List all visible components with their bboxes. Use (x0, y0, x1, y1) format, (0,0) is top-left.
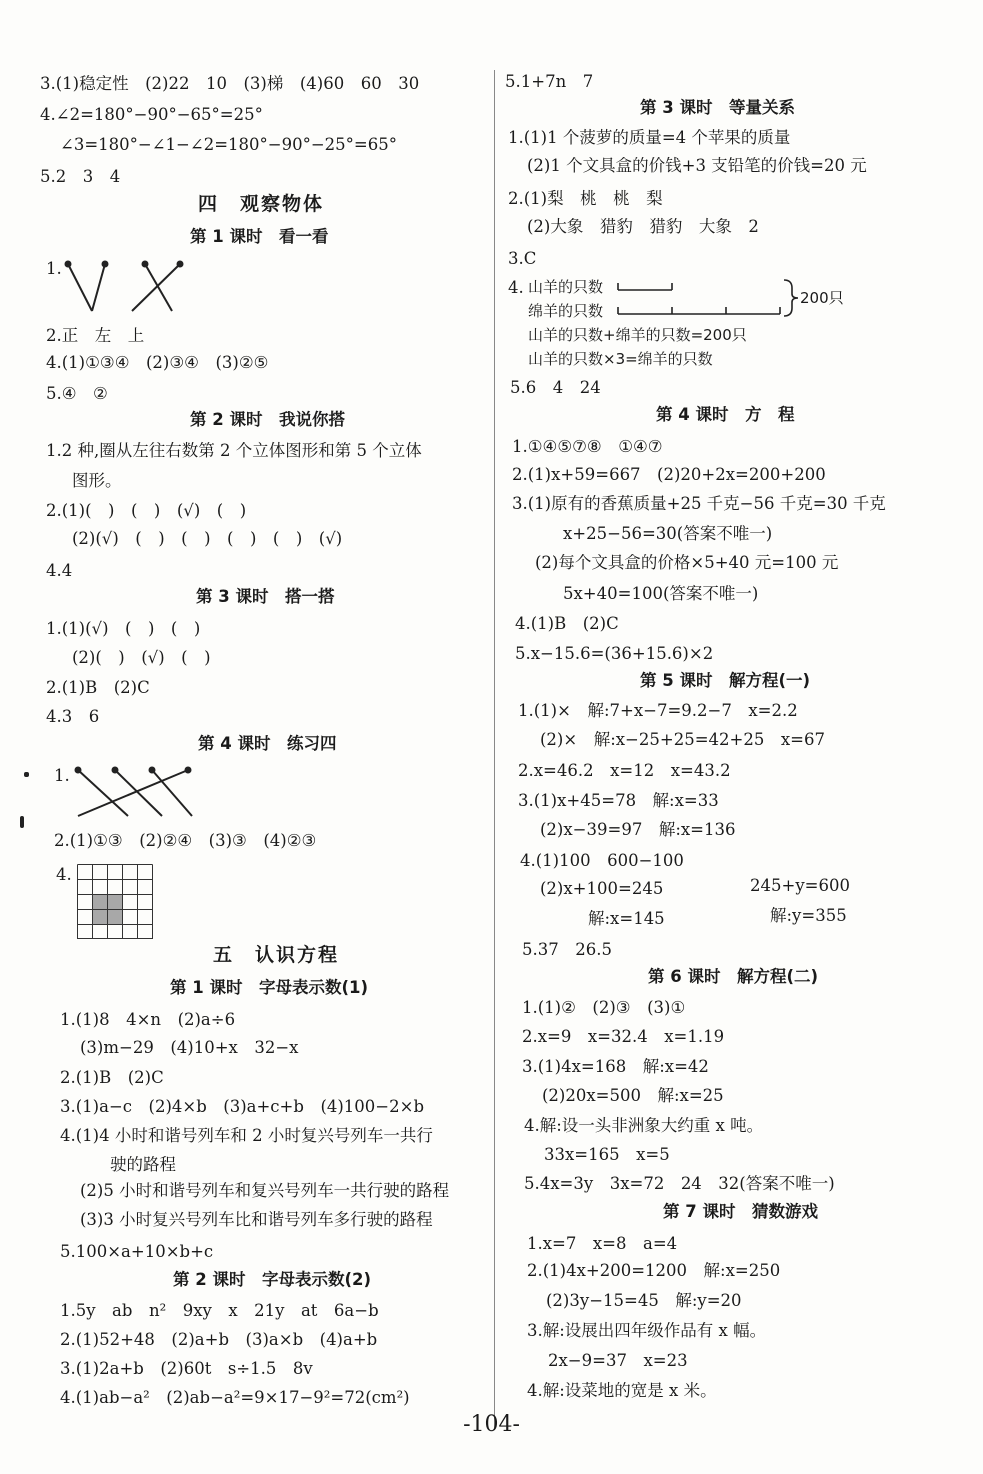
column-divider (494, 70, 495, 1430)
lesson-title: 第 2 课时 我说你搭 (190, 410, 345, 429)
answer-line: 4.(1)ab−a² (2)ab−a²=9×17−9²=72(cm²) (60, 1388, 410, 1407)
answer-line: 5.4x=3y 3x=72 24 32(答案不唯一) (524, 1174, 835, 1193)
answer-line: 1.①④⑤⑦⑧ ①④⑦ (512, 437, 663, 456)
answer-line: (2)(√) ( ) ( ) ( ) ( ) (√) (72, 529, 343, 548)
answer-line: 4.解:设一头非洲象大约重 x 吨。 (524, 1116, 764, 1135)
answer-line: 2.(1)( ) ( ) (√) ( ) (46, 501, 247, 520)
page-number: -104- (463, 1412, 520, 1437)
scan-mark (20, 816, 24, 828)
answer-line: 5.2 3 4 (40, 167, 121, 186)
answer-line: (3)3 小时复兴号列车比和谐号列车多行驶的路程 (80, 1210, 433, 1229)
answer-line: 2.(1)B (2)C (46, 678, 150, 697)
lesson-title: 第 1 课时 字母表示数(1) (170, 978, 369, 997)
answer-line: 4.∠2=180°−90°−65°=25° (40, 105, 263, 124)
lesson-title: 第 2 课时 字母表示数(2) (173, 1270, 372, 1289)
answer-line: (2)5 小时和谐号列车和复兴号列车一共行驶的路程 (80, 1181, 450, 1200)
answer-line: (2)x−39=97 解:x=136 (540, 820, 736, 839)
lesson-title: 第 5 课时 解方程(一) (640, 671, 811, 690)
answer-line: 3.(1)a−c (2)4×b (3)a+c+b (4)100−2×b (60, 1097, 425, 1116)
answer-line: 4. (508, 278, 524, 297)
answer-line: 1. (46, 259, 62, 278)
lesson-title: 第 4 课时 方 程 (656, 405, 795, 424)
answer-line: 1.(1)8 4×n (2)a÷6 (60, 1010, 236, 1029)
answer-line: 5.1+7n 7 (505, 72, 594, 91)
answer-line: (2)大象 猎豹 猎豹 大象 2 (527, 217, 759, 236)
answer-line: 3.(1)2a+b (2)60t s÷1.5 8v (60, 1359, 313, 1378)
answer-line: 1.5y ab n² 9xy x 21y at 6a−b (60, 1301, 379, 1320)
matching-lines-diagram (60, 255, 190, 315)
answer-line: 山羊的只数+绵羊的只数=200只 (528, 326, 747, 344)
answer-line: 3.C (508, 249, 537, 268)
answer-line: 33x=165 x=5 (544, 1145, 670, 1164)
unit-title: 五 认识方程 (213, 944, 340, 966)
answer-line: ∠3=180°−∠1−∠2=180°−90°−25°=65° (60, 135, 397, 154)
answer-line: (2)x+100=245 (540, 879, 664, 898)
answer-line: (2)3y−15=45 解:y=20 (546, 1291, 742, 1310)
answer-line: 4.4 (46, 561, 73, 580)
lesson-title: 第 4 课时 练习四 (198, 734, 337, 753)
answer-line: 5.100×a+10×b+c (60, 1242, 214, 1261)
answer-line: 4. (56, 865, 72, 884)
answer-line: 5.6 4 24 (510, 378, 601, 397)
answer-line: 5x+40=100(答案不唯一) (563, 584, 759, 603)
answer-line: (2)20x=500 解:x=25 (542, 1086, 724, 1105)
answer-line: 解:x=145 (588, 909, 665, 928)
lesson-title: 第 3 课时 搭一搭 (196, 587, 335, 606)
answer-line: 1.(1)(√) ( ) ( ) (46, 619, 201, 638)
answer-line: 2.(1)x+59=667 (2)20+2x=200+200 (512, 465, 826, 484)
answer-line: (2)1 个文具盒的价钱+3 支铅笔的价钱=20 元 (527, 156, 867, 175)
answer-line: 1.x=7 x=8 a=4 (527, 1234, 678, 1253)
answer-line: 3.(1)4x=168 解:x=42 (522, 1057, 709, 1076)
lesson-title: 第 6 课时 解方程(二) (648, 967, 819, 986)
answer-line: 山羊的只数×3=绵羊的只数 (528, 350, 713, 368)
matching-lines-diagram (70, 762, 200, 822)
answer-line: 2.正 左 上 (46, 326, 145, 345)
lesson-title: 第 7 课时 猜数游戏 (663, 1202, 818, 1221)
answer-line: 2.x=46.2 x=12 x=43.2 (518, 761, 731, 780)
unit-title: 四 观察物体 (198, 193, 325, 215)
answer-line: 4.(1)B (2)C (515, 614, 619, 633)
answer-line: 1. (54, 766, 70, 785)
total-label: 200只 (800, 289, 844, 307)
answer-line: 1.2 种,圈从左往右数第 2 个立体图形和第 5 个立体 (46, 441, 422, 460)
answer-line: 驶的路程 (110, 1155, 176, 1174)
grid-figure (77, 864, 155, 940)
answer-line: 1.(1)1 个菠萝的质量=4 个苹果的质量 (508, 128, 791, 147)
answer-line: 4.(1)4 小时和谐号列车和 2 小时复兴号列车一共行 (60, 1126, 433, 1145)
answer-line: 2.(1)B (2)C (60, 1068, 164, 1087)
answer-line: 5.④ ② (46, 384, 108, 403)
answer-line: 3.(1)稳定性 (2)22 10 (3)梯 (4)60 60 30 (40, 74, 420, 93)
answer-line: 2.(1)梨 桃 桃 梨 (508, 189, 663, 208)
answer-line: 3.(1)原有的香蕉质量+25 千克−56 千克=30 千克 (512, 494, 886, 513)
answer-line: 2.(1)①③ (2)②④ (3)③ (4)②③ (54, 831, 317, 850)
answer-line: 3.(1)x+45=78 解:x=33 (518, 791, 719, 810)
scan-mark (24, 772, 29, 777)
answer-line: 5.37 26.5 (522, 940, 612, 959)
answer-line: 2.x=9 x=32.4 x=1.19 (522, 1027, 725, 1046)
lesson-title: 第 1 课时 看一看 (190, 227, 329, 246)
line-segment-label: 绵羊的只数 (528, 302, 604, 320)
answer-line: 2.(1)4x+200=1200 解:x=250 (527, 1261, 781, 1280)
answer-line: 245+y=600 (750, 876, 850, 895)
answer-line: 解:y=355 (770, 906, 847, 925)
answer-line: 3.解:设展出四年级作品有 x 幅。 (527, 1321, 767, 1340)
answer-line: 4.(1)①③④ (2)③④ (3)②⑤ (46, 353, 269, 372)
answer-line: x+25−56=30(答案不唯一) (563, 524, 773, 543)
answer-line: (2)每个文具盒的价格×5+40 元=100 元 (535, 553, 839, 572)
answer-line: (3)m−29 (4)10+x 32−x (80, 1038, 299, 1057)
answer-line: 图形。 (72, 471, 122, 490)
answer-line: 4.解:设菜地的宽是 x 米。 (527, 1381, 717, 1400)
answer-line: 1.(1)× 解:7+x−7=9.2−7 x=2.2 (518, 701, 798, 720)
answer-line: 4.(1)100 600−100 (520, 851, 684, 870)
answer-line: (2)× 解:x−25+25=42+25 x=67 (540, 730, 825, 749)
line-segment-label: 山羊的只数 (528, 278, 604, 296)
answer-line: 2.(1)52+48 (2)a+b (3)a×b (4)a+b (60, 1330, 378, 1349)
answer-line: 4.3 6 (46, 707, 100, 726)
answer-line: (2)( ) (√) ( ) (72, 648, 211, 667)
lesson-title: 第 3 课时 等量关系 (640, 98, 795, 117)
answer-line: 2x−9=37 x=23 (548, 1351, 688, 1370)
answer-line: 5.x−15.6=(36+15.6)×2 (515, 644, 714, 663)
line-segment-diagram (614, 276, 799, 320)
answer-line: 1.(1)② (2)③ (3)① (522, 998, 686, 1017)
